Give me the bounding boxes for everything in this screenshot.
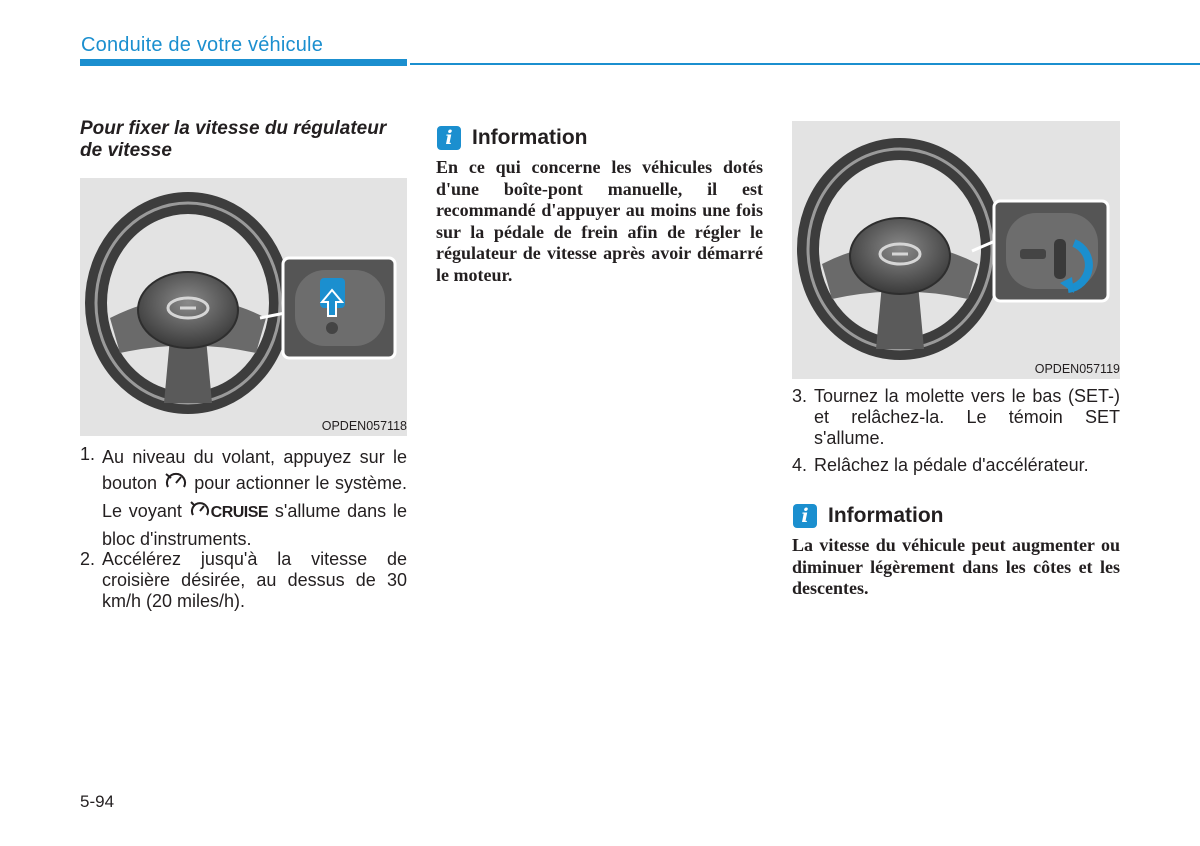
step-3-text: Tournez la molette vers le bas (SET-) et relâchez-la. Le témoin SET s'allume.	[814, 386, 1120, 448]
step-1-text-c: s'allume dans le bloc d'instruments.	[102, 500, 407, 549]
step-1-text-b: pour actionner le système. Le voyant	[102, 473, 407, 521]
figure-steering-wheel-right	[792, 121, 1120, 379]
step-2	[80, 549, 407, 615]
steering-wheel-illustration	[792, 121, 1120, 379]
step-3	[792, 386, 1120, 452]
step-1-text-a: Au niveau du volant, appuyez sur le bouton	[102, 447, 407, 493]
figure-code-right: OPDEN057119	[1034, 362, 1120, 376]
step-1	[80, 444, 407, 549]
figure-code-left: OPDEN057118	[321, 419, 407, 433]
step-1-number: 1.	[80, 444, 96, 464]
figure-steering-wheel-left	[80, 178, 407, 436]
cruise-indicator-label: CRUISE	[210, 503, 269, 521]
header-bar-thick	[80, 59, 407, 66]
info-body-middle: En ce qui concerne les véhicules dotés d'une boîte-pont manuelle, il est recommandé d'appuyer au moins une fois sur la pédale de frein afin de régler le régulateur de vitesse après avoir démarré le moteur.	[436, 157, 763, 285]
step-1-text	[102, 444, 407, 552]
info-title-right: Information	[828, 504, 944, 527]
cruise-indicator-icon	[189, 499, 211, 525]
step-2-text: Accélérez jusqu'à la vitesse de croisière désirée, au dessus de 30 km/h (20 miles/h).	[102, 549, 407, 611]
page-number: 5-94	[80, 792, 115, 811]
steering-wheel-illustration	[80, 178, 407, 436]
cruise-button-icon	[163, 471, 189, 498]
info-body-right: La vitesse du véhicule peut augmenter ou diminuer légèrement dans les côtes et les descentes.	[792, 535, 1120, 598]
info-icon: i	[437, 126, 461, 150]
step-4	[792, 455, 1120, 479]
info-title-middle: Information	[472, 126, 588, 149]
info-header-middle	[437, 126, 588, 150]
step-3-number: 3.	[792, 386, 808, 406]
info-icon: i	[793, 504, 817, 528]
step-4-text: Relâchez la pédale d'accélérateur.	[814, 455, 1089, 475]
step-2-number: 2.	[80, 549, 96, 569]
step-4-number: 4.	[792, 455, 808, 475]
section-heading: Pour fixer la vitesse du régulateur de vitesse	[80, 118, 387, 161]
info-header-right	[793, 504, 944, 528]
header-bar-thin	[410, 63, 1200, 65]
chapter-title: Conduite de votre véhicule	[81, 34, 324, 56]
